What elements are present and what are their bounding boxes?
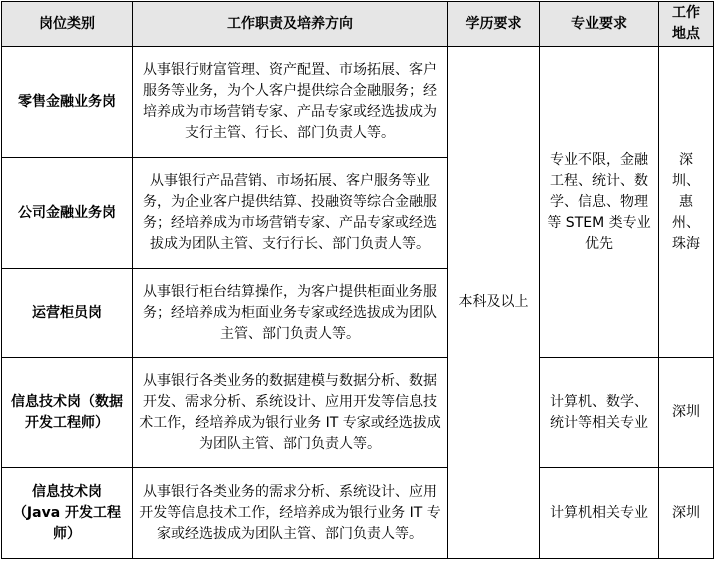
duties-cell: 从事银行财富管理、资产配置、市场拓展、客户服务等业务，为个人客户提供综合金融服务；经培养成为市场营销专家、产品专家或经选拔成为支行主管、行长、部门负责人等。 — [133, 47, 448, 158]
header-row — [2, 2, 714, 47]
duties-cell: 从事银行产品营销、市场拓展、客户服务等业务，为企业客户提供结算、投融资等综合金融服务；经培养成为市场营销专家、产品专家或经选拔成为团队主管、支行行长、部门负责人等。 — [133, 158, 448, 269]
duties-cell: 从事银行各类业务的数据建模与数据分析、数据开发、需求分析、系统设计、应用开发等信息技术工作，经培养成为银行业务 IT 专家或经选拔成为团队主管、部门负责人等。 — [133, 358, 448, 468]
table-row — [2, 468, 714, 559]
header-position-category: 岗位类别 — [2, 2, 133, 47]
table-row — [2, 358, 714, 468]
category-cell: 公司金融业务岗 — [2, 158, 133, 269]
table-row — [2, 47, 714, 158]
header-major: 专业要求 — [540, 2, 659, 47]
major-cell: 计算机相关专业 — [540, 468, 659, 559]
header-location: 工作地点 — [659, 2, 714, 47]
location-cell: 深圳 — [659, 468, 714, 559]
major-cell: 计算机、数学、统计等相关专业 — [540, 358, 659, 468]
recruitment-table — [1, 1, 714, 559]
duties-cell: 从事银行各类业务的需求分析、系统设计、应用开发等信息技术工作，经培养成为银行业务 IT 专家或经选拔成为团队主管、部门负责人等。 — [133, 468, 448, 559]
category-cell: 运营柜员岗 — [2, 269, 133, 358]
duties-cell: 从事银行柜台结算操作，为客户提供柜面业务服务；经培养成为柜面业务专家或经选拔成为团队主管、部门负责人等。 — [133, 269, 448, 358]
header-education: 学历要求 — [448, 2, 540, 47]
education-cell: 本科及以上 — [448, 47, 540, 559]
header-duties: 工作职责及培养方向 — [133, 2, 448, 47]
category-cell: 信息技术岗（Java 开发工程师） — [2, 468, 133, 559]
location-cell: 深圳 — [659, 358, 714, 468]
category-cell: 零售金融业务岗 — [2, 47, 133, 158]
location-cell: 深圳、惠州、珠海 — [659, 47, 714, 358]
category-cell: 信息技术岗（数据开发工程师） — [2, 358, 133, 468]
major-cell: 专业不限，金融工程、统计、数学、信息、物理等 STEM 类专业优先 — [540, 47, 659, 358]
